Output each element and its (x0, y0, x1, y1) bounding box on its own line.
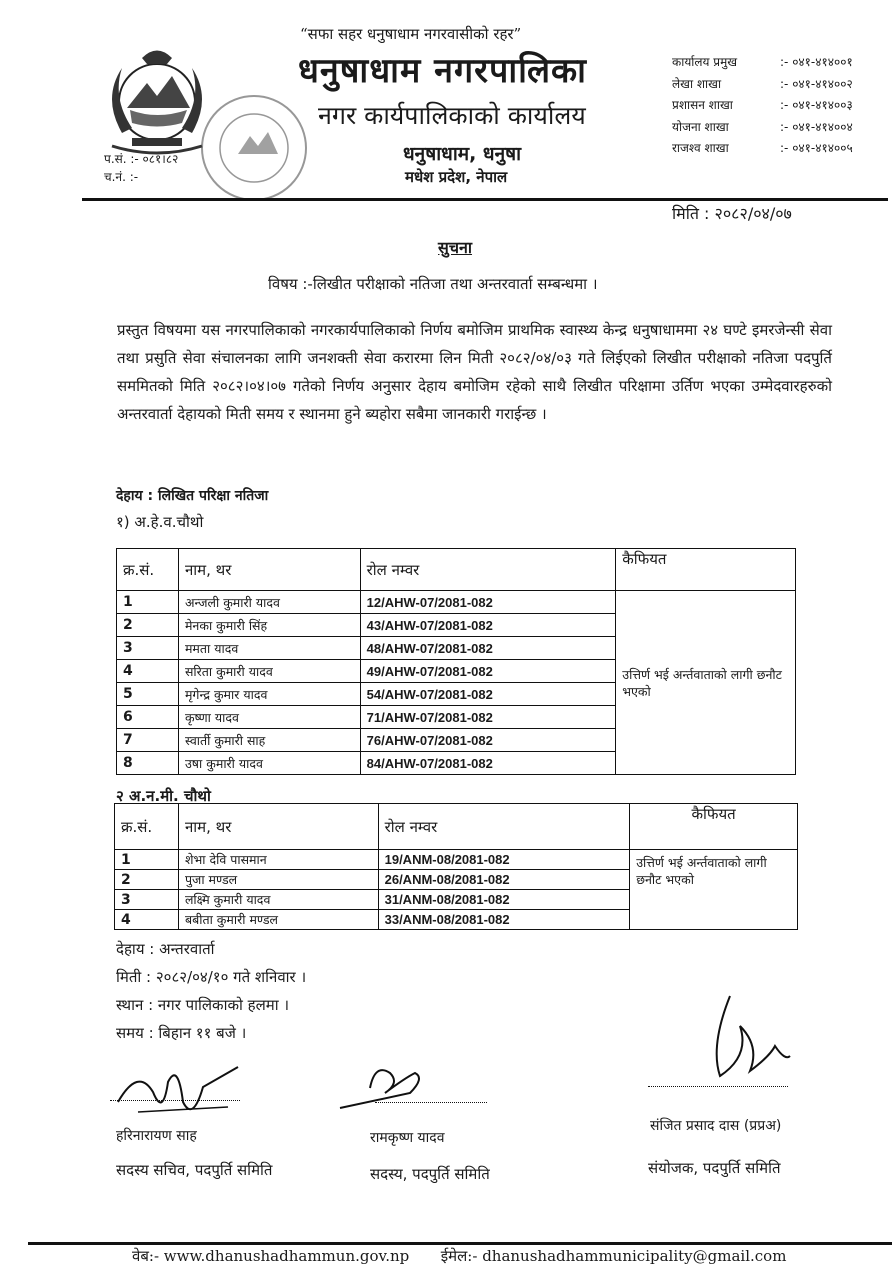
office-location: धनुषाधाम, धनुषा (403, 143, 522, 165)
notice-body: प्रस्तुत विषयमा यस नगरपालिकाको नगरकार्यपालिकाको निर्णय बमोजिम प्राथमिक स्वास्थ्य केन्द्र धनुषाधाममा २४ घण्टे इमरजेन्सी सेवा तथा प्रसुति सेवा संचालनका लागि जनशक्ती सेवा करारमा लिन मिती २०८२/०४/०३ गते लिईएको लिखीत परीक्षाको नतिजा पदपुर्ति सममितको मिति २०८२।०४।०७ गतेको निर्णय अनुसार देहाय बमोजिम रहेको साथै लिखीत परिक्षामा उर्तिण भएका उम्मेदवारहरुको अन्तरवार्ता देहायको मिती समय र स्थानमा हुने ब्यहोरा सबैमा जानकारी गराईन्छ । (117, 321, 832, 423)
results-table-ahw (116, 548, 796, 775)
signatory-role: संयोजक, पदपुर्ति समिति (648, 1159, 781, 1177)
signatory-role: सदस्य सचिव, पदपुर्ति समिति (116, 1161, 273, 1179)
remarks-cell: उत्तिर्ण भई अर्न्तवाताको लागी छनौट भएको (616, 591, 796, 775)
signature-line (110, 1100, 240, 1101)
ref-number: प.सं. :- ०८१।८२ (104, 152, 179, 166)
interview-date: मिती : २०८२/०४/१० गते शनिवार । (116, 968, 307, 986)
table-row: 5 मृगेन्द्र कुमार यादव 54/AHW-07/2081-082 (117, 683, 796, 706)
signature-1 (108, 1062, 248, 1132)
remarks-cell: उत्तिर्ण भई अर्न्तवाताको लागी छनौट भएको (630, 850, 798, 930)
col-header-remarks: कैफियत (616, 549, 796, 591)
table-row: 2 मेनका कुमारी सिंह 43/AHW-07/2081-082 (117, 614, 796, 637)
signature-line (375, 1102, 487, 1103)
province-name: मधेश प्रदेश, नेपाल (405, 168, 508, 186)
reference-numbers (104, 150, 178, 186)
table-header-row (117, 549, 796, 591)
col-header-no: क्र.सं. (117, 549, 179, 591)
signature-line (648, 1086, 788, 1087)
office-name: नगर कार्यपालिकाको कार्यालय (318, 101, 586, 130)
notice-heading: सुचना (438, 238, 473, 257)
table-header-row (115, 804, 798, 850)
contact-row: प्रशासन शाखा :- ०४१-४१४००३ (672, 98, 853, 112)
table-row: 1 अन्जली कुमारी यादव 12/AHW-07/2081-082 उत्तिर्ण भई अर्न्तवाताको लागी छनौट भएको (117, 591, 796, 614)
table-row: 8 उषा कुमारी यादव 84/AHW-07/2081-082 (117, 752, 796, 775)
office-stamp (198, 92, 310, 204)
signature-3 (690, 986, 800, 1096)
col-header-remarks: कैफियत (630, 804, 798, 850)
dispatch-number: च.नं. :- (104, 170, 139, 184)
col-header-roll: रोल नम्वर (378, 804, 630, 850)
table-row: 3 ममता यादव 48/AHW-07/2081-082 (117, 637, 796, 660)
interview-details (116, 935, 306, 1047)
municipality-name: धनुषाधाम नगरपालिका (298, 51, 587, 91)
signatory-name: रामकृष्ण यादव (370, 1130, 445, 1146)
signature-2 (330, 1058, 460, 1118)
table-row: 7 स्वार्ती कुमारी साह 76/AHW-07/2081-082 (117, 729, 796, 752)
contact-row: योजना शाखा :- ०४१-४१४००४ (672, 119, 853, 134)
table-row: 2 पुजा मण्डल 26/ANM-08/2081-082 (115, 870, 798, 890)
interview-title: देहाय : अन्तरवार्ता (116, 940, 215, 958)
result-title: देहाय : लिखित परिक्षा नतिजा (116, 488, 269, 504)
table-row: 4 सरिता कुमारी यादव 49/AHW-07/2081-082 (117, 660, 796, 683)
results-table-anm (114, 803, 798, 930)
col-header-roll: रोल नम्वर (360, 549, 616, 591)
email-link[interactable]: ईमेल:- dhanushadhammunicipality@gmail.com (440, 1247, 787, 1265)
col-header-name: नाम, थर (178, 804, 378, 850)
footer-divider (28, 1242, 892, 1245)
section2-title: २ अ.न.मी. चौथो (116, 787, 211, 805)
table-row: 3 लक्ष्मि कुमारी यादव 31/ANM-08/2081-082 (115, 890, 798, 910)
contact-row: कार्यालय प्रमुख :- ०४१-४१४००१ (672, 55, 853, 69)
table-row: 4 बबीता कुमारी मण्डल 33/ANM-08/2081-082 (115, 910, 798, 930)
signatory-role: सदस्य, पदपुर्ति समिति (370, 1165, 490, 1183)
signatory-name: हरिनारायण साह (116, 1128, 197, 1144)
footer-contact (132, 1246, 786, 1266)
interview-venue: स्थान : नगर पालिकाको हलमा । (116, 996, 290, 1014)
contact-row: लेखा शाखा :- ०४१-४१४००२ (672, 76, 853, 91)
contact-list (672, 52, 853, 160)
interview-time: समय : बिहान ११ बजे । (116, 1024, 247, 1042)
col-header-name: नाम, थर (178, 549, 360, 591)
header-divider (82, 198, 888, 201)
section1-title: १) अ.हे.व.चौथो (116, 513, 204, 531)
notice-subject: विषय :-लिखीत परीक्षाको नतिजा तथा अन्तरवार्ता सम्बन्धमा । (268, 275, 598, 293)
col-header-no: क्र.सं. (115, 804, 179, 850)
table-row: 6 कृष्णा यादव 71/AHW-07/2081-082 (117, 706, 796, 729)
municipal-slogan: “सफा सहर धनुषाधाम नगरवासीको रहर” (300, 25, 522, 43)
table-row: 1 शेभा देवि पासमान 19/ANM-08/2081-082 उत्तिर्ण भई अर्न्तवाताको लागी छनौट भएको (115, 850, 798, 870)
notice-date: मिति : २०८२/०४/०७ (672, 204, 792, 223)
contact-row: राजश्व शाखा :- ०४१-४१४००५ (672, 141, 853, 155)
signatory-name: संजित प्रसाद दास (प्रप्रअ) (650, 1118, 782, 1134)
website-link[interactable]: वेब:- www.dhanushadhammun.gov.np (132, 1247, 410, 1265)
